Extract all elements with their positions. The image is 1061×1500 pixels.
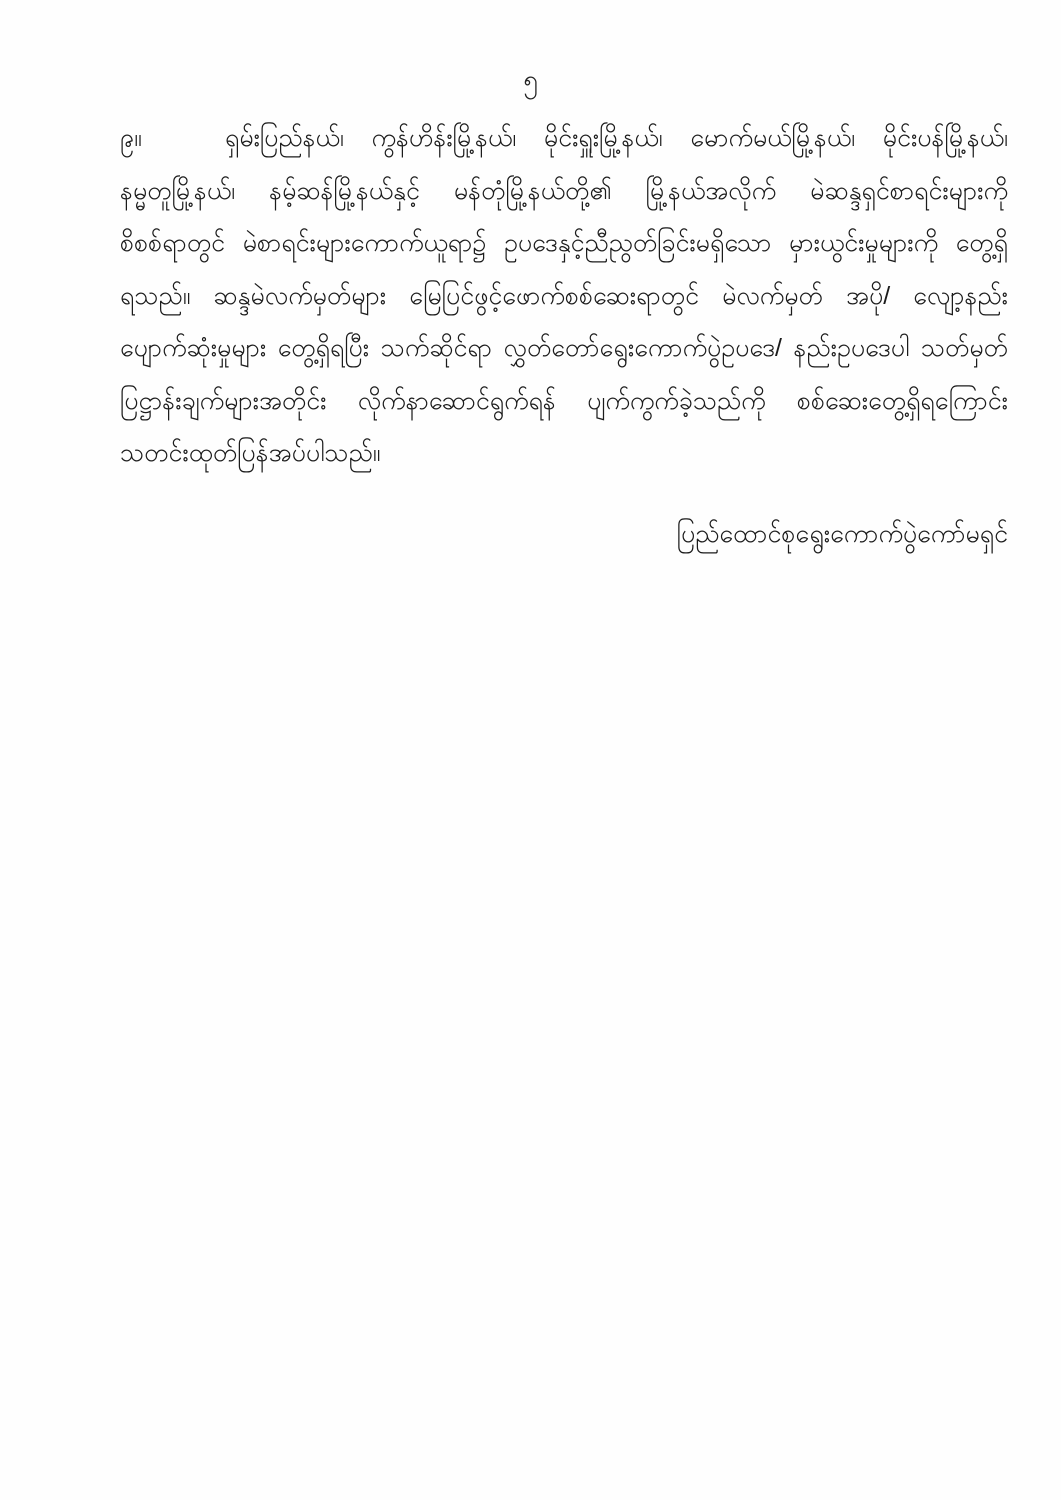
paragraph-line-text: ပြဋ္ဌာန်းချက်များအတိုင်း လိုက်နာဆောင်ရွက်ရန် ပျက်ကွက်ခဲ့သည်ကို စစ်ဆေးတွေ့ရှိရကြောင်း (120, 386, 1008, 415)
paragraph-line-text: နမ္မတူမြို့နယ်၊ နမ့်ဆန်မြို့နယ်နှင့် မန်တုံမြို့နယ်တို့၏ မြို့နယ်အလိုက် မဲဆန္ဒရှင်စာရင်းများကို (120, 176, 1008, 205)
paragraph-line-text: ရသည်။ ဆန္ဒမဲလက်မှတ်များ မြေပြင်ဖွင့်ဖောက်စစ်ဆေးရာတွင် မဲလက်မှတ် အပို/ လျော့နည်း (120, 281, 1008, 310)
paragraph-line-text: စိစစ်ရာတွင် မဲစာရင်းများကောက်ယူရာ၌ ဥပဒေနှင့်ညီညွတ်ခြင်းမရှိသော မှားယွင်းမှုများကို တွေ့ရှိ (120, 229, 1008, 257)
signature-line: ပြည်ထောင်စုရွေးကောက်ပွဲကော်မရှင် (676, 520, 1008, 548)
body-paragraph (120, 112, 1008, 480)
paragraph-line-text: ရှမ်းပြည်နယ်၊ ကွန်ဟိန်းမြို့နယ်၊ မိုင်းရှူးမြို့နယ်၊ မောက်မယ်မြို့နယ်၊ မိုင်းပန်မြို့နယ်၊ (225, 124, 1008, 152)
page-number: ၅ (523, 64, 538, 94)
paragraph-line-text: ပျောက်ဆုံးမှုများ တွေ့ရှိရပြီး သက်ဆိုင်ရာ လွှတ်တော်ရွေးကောက်ပွဲဥပဒေ/ နည်းဥပဒေပါ သတ်မှတ် (120, 334, 1008, 362)
paragraph-line-text: သတင်းထုတ်ပြန်အပ်ပါသည်။ (120, 439, 381, 467)
paragraph-line (120, 112, 1008, 165)
paragraph-item-number: ၉။ (120, 124, 142, 152)
